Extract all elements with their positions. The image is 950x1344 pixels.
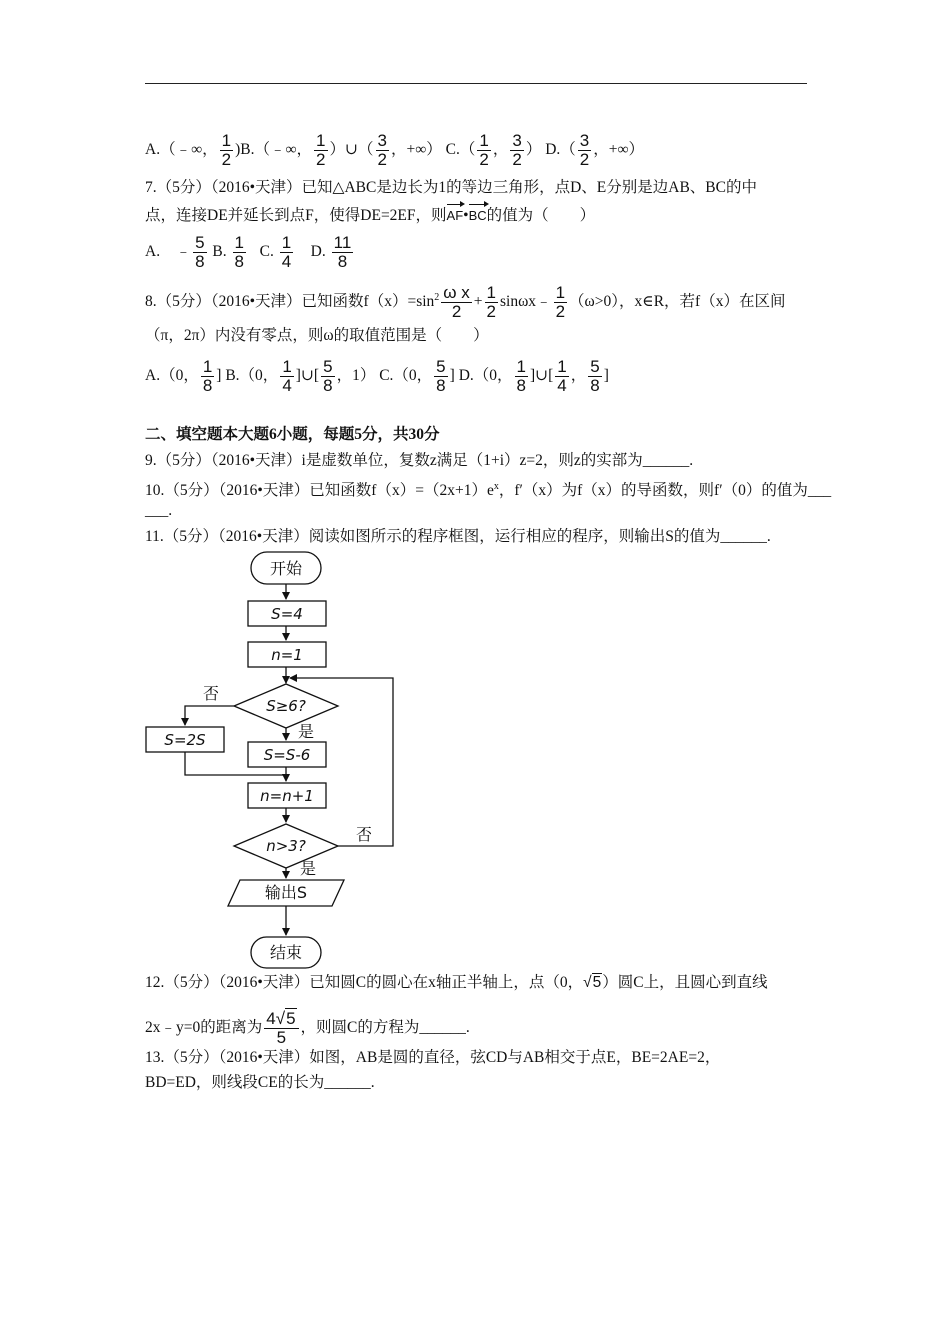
q12-line1: 12.（5分）（2016•天津）已知圆C的圆心在x轴正半轴上，点（0，√5）圆C上，且圆心到直线 [145, 974, 768, 991]
section-title: 二、填空题本大题6小题，每题5分，共30分 [145, 426, 440, 443]
start-label: 开始 [269, 559, 303, 578]
q8-options: A.（0， $\frac{1}{8}$ ] B.（0， $\frac{1}{4}$ ]∪[ $\frac{5}{8}$ ，1） C.（0， $\frac{5}{8}$ ] D.（0， $\frac{1}{8}$ ]∪[ $\frac{1}{4}$ ， $\frac{5}{8}$ ] [145, 357, 609, 395]
q13-line2: BD=ED，则线段CE的长为______. [145, 1074, 375, 1091]
q8-line2: （π，2π）内没有零点，则ω的取值范围是（ ） [145, 327, 489, 344]
cond1-label: S≥6? [266, 697, 306, 715]
q13-line1: 13.（5分）（2016•天津）如图，AB是圆的直径，弦CD与AB相交于点E，BE=2AE=2， [145, 1049, 721, 1066]
q6-options: A.（﹣∞， $\frac{1}{2}$ )B.（﹣∞， $\frac{1}{2}$ ）∪（ $\frac{3}{2}$ ，+∞） C.（ $\frac{1}{2}$ ， $\frac{3}{2}$ ） D.（ $\frac{3}{2}$ ，+∞） [145, 131, 645, 169]
q12-line2: 2x﹣y=0的距离为 $\frac{4√5}{5}$ ，则圆C的方程为______. [145, 1009, 470, 1047]
q8-line1: 8.（5分）（2016•天津）已知函数$f(x)=\sin^2$ $\frac{\text{ω x}}{2}$ + $\frac{1}{2}$ sinωx﹣ $\frac{1}{2}$ （ω>0），x∈R，若f（x）在区间 [145, 283, 786, 321]
q10-line1: 10.（5分）（2016•天津）已知函数$f(x)=(2x+1)e^x$，f′（x）为f（x）的导函数，则f′（0）的值为___ [145, 481, 832, 500]
cond2-yes-label: 是 [300, 859, 317, 878]
ss6-label: S=S-6 [263, 746, 311, 764]
q7-line1: 7.（5分）（2016•天津）已知△ABC是边长为1的等边三角形，点D、E分别是边AB、BC的中 [145, 179, 757, 196]
cond2-no-label: 否 [356, 825, 373, 844]
q7-options: A. ﹣ $\frac{5}{8}$ B. $\frac{1}{8}$ C. $\frac{1}{4}$ D. $\frac{11}{8}$ [145, 233, 352, 271]
end-label: 结束 [269, 943, 303, 962]
vector-bc: BC [469, 202, 487, 226]
cond1-no-label: 否 [203, 684, 220, 703]
q7-line2: 点，连接DE并延长到点F，使得DE=2EF，则AF•BC的值为（ ） [145, 202, 595, 226]
n1-label: n=1 [271, 646, 303, 664]
s2s-label: S=2S [164, 731, 206, 749]
output-label: 输出S [264, 883, 308, 902]
sqrt-5: √5 [583, 974, 602, 991]
q9: 9.（5分）（2016•天津）i是虚数单位，复数z满足（1+i）z=2，则z的实部为______. [145, 452, 694, 469]
cond2-label: n>3? [266, 837, 306, 855]
s4-label: S=4 [271, 605, 303, 623]
q11: 11.（5分）（2016•天津）阅读如图所示的程序框图，运行相应的程序，则输出S的值为______. [145, 528, 771, 545]
q10-line2: ___. [145, 502, 173, 519]
vector-af: AF [447, 202, 464, 226]
nn1-label: n=n+1 [260, 787, 314, 805]
cond1-yes-label: 是 [298, 722, 315, 741]
